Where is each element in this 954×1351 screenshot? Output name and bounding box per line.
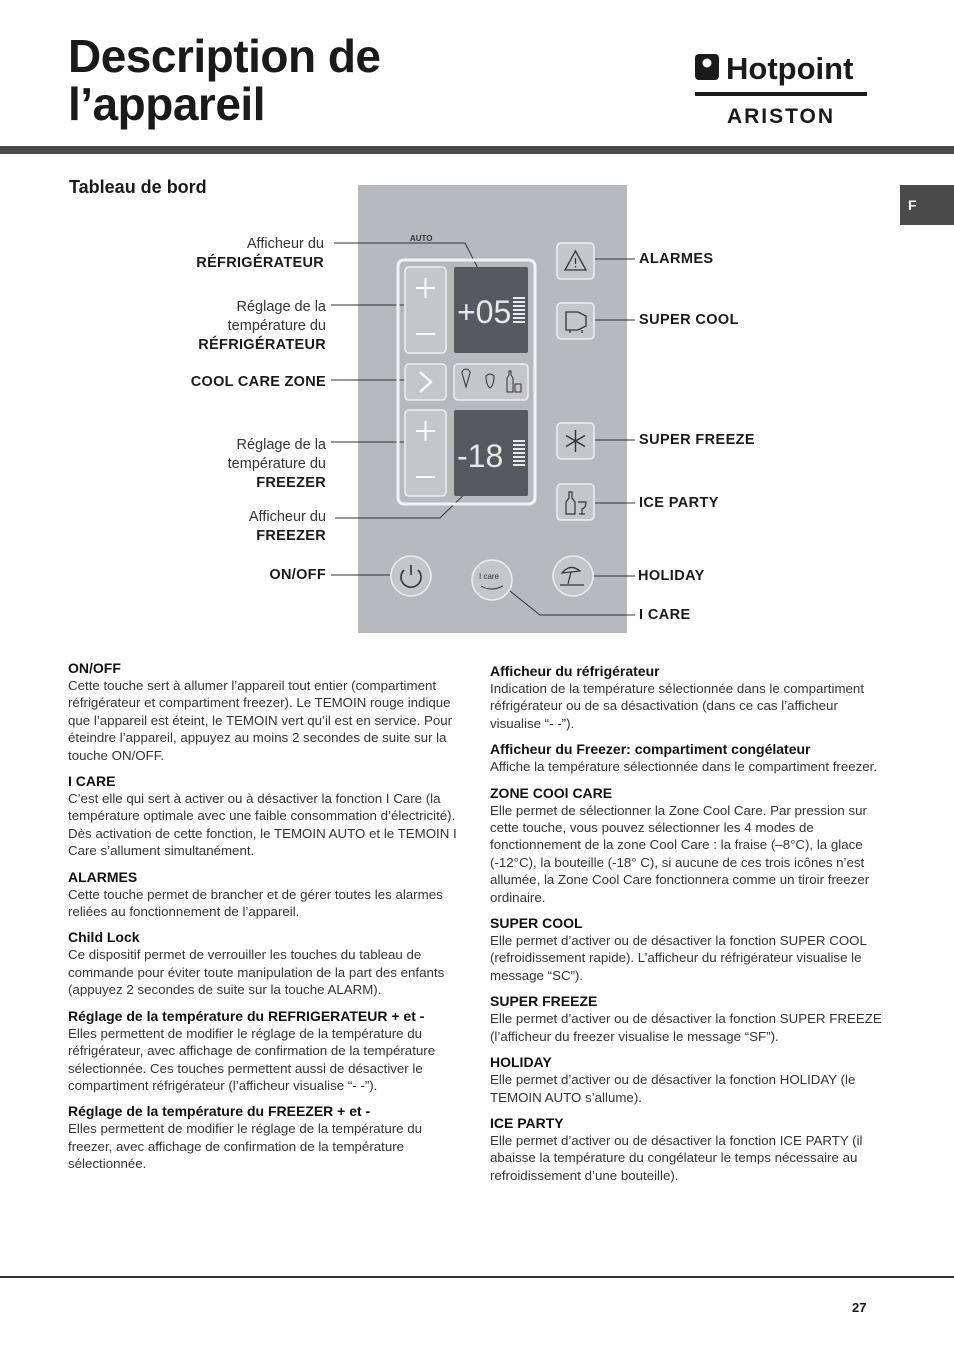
callout-text: température du	[227, 318, 326, 334]
description-column-right	[490, 663, 885, 1193]
section-icare	[68, 773, 463, 860]
section-text: Elle permet d’activer ou de désactiver la fonction SUPER COOL (refroidissement rapide). L’afficheur du réfrigérateur visualise le message “SC”).	[490, 933, 867, 983]
section-title: Afficheur du Freezer: compartiment congélateur	[490, 741, 811, 758]
section-title: Child Lock	[68, 929, 140, 946]
section-title: Réglage de la température du FREEZER + et -	[68, 1103, 371, 1120]
auto-indicator-label: AUTO	[410, 234, 433, 243]
callout-ice-party: ICE PARTY	[639, 495, 719, 511]
section-alarmes	[68, 869, 463, 921]
section-title: HOLIDAY	[490, 1054, 552, 1071]
section-text: Cette touche sert à allumer l’appareil tout entier (compartiment réfrigérateur et compartiment freezer). Le TEMOIN rouge indique que l’appareil est éteint, le TEMOIN vert qu’il est en service. Pour éteindre l’appareil, appuyez au moins 2 secondes de suite sur la touche ON/OFF.	[68, 678, 453, 763]
onoff-button[interactable]	[391, 556, 431, 596]
section-child-lock	[68, 929, 463, 998]
callout-text: température du	[227, 456, 326, 472]
brand-subname: ARISTON	[726, 105, 836, 127]
section-freezer-temp	[68, 1103, 463, 1172]
super-cool-button[interactable]	[557, 303, 594, 339]
page-number: 27	[852, 1300, 867, 1315]
callout-alarmes: ALARMES	[639, 251, 714, 267]
control-panel-diagram	[0, 0, 954, 640]
section-title: Réglage de la température du REFRIGERATEUR + et -	[68, 1007, 425, 1024]
callout-freezer-display	[249, 508, 326, 546]
cool-care-mode-indicators	[454, 364, 528, 400]
icare-button-label: I care	[479, 572, 500, 581]
section-freezer-display	[490, 741, 885, 775]
callout-onoff	[269, 566, 326, 585]
callout-fridge-display	[196, 235, 324, 273]
callout-fridge-temp	[198, 298, 326, 355]
section-text: Elle permet d’activer ou de désactiver la fonction SUPER FREEZE (l’afficheur du freezer visualise le message “SF”).	[490, 1011, 882, 1044]
alarms-button[interactable]	[557, 243, 594, 279]
section-fridge-temp	[68, 1008, 463, 1095]
ice-party-button[interactable]	[557, 484, 594, 520]
section-text: Elle permet d’activer ou de désactiver la fonction HOLIDAY (le TEMOIN AUTO s’allume).	[490, 1072, 856, 1105]
callout-text: Afficheur du	[246, 236, 324, 252]
section-title: ON/OFF	[68, 660, 121, 676]
section-text: Ce dispositif permet de verrouiller les touches du tableau de commande pour éviter toute manipulation de la part des enfants (appuyez 2 secondes de suite sur la touche ALARM).	[68, 947, 445, 998]
section-text: Indication de la température sélectionnée dans le compartiment réfrigérateur ou de sa désactivation (dans ce cas l’afficheur visualise “- -”).	[490, 681, 865, 731]
footer-divider	[0, 1276, 954, 1278]
section-fridge-display	[490, 663, 885, 732]
callout-text: Réglage de la	[236, 299, 326, 315]
section-text: Elles permettent de modifier le réglage de la température du freezer, avec affichage de confirmation de la température sélectionnée.	[68, 1121, 423, 1172]
super-freeze-button[interactable]	[557, 423, 594, 459]
section-subheading: Tableau de bord	[69, 177, 207, 197]
callout-super-freeze: SUPER FREEZE	[639, 432, 755, 448]
callout-super-cool: SUPER COOL	[639, 312, 739, 328]
icare-button[interactable]	[472, 560, 512, 600]
section-text: Cette touche permet de brancher et de gérer toutes les alarmes reliées au fonctionnement de l’appareil.	[68, 886, 443, 920]
brand-name: Hotpoint	[726, 52, 854, 86]
section-title: ZONE COOl CARE	[490, 784, 613, 801]
callout-freezer-temp	[228, 436, 326, 493]
section-super-cool	[490, 915, 885, 984]
section-title: I CARE	[68, 773, 116, 790]
callout-bold: FREEZER	[256, 528, 326, 544]
section-text: C’est elle qui sert à activer ou à désactiver la fonction I Care (la température optimale avec une faible consommation d’électricité). Dès activation de cette fonction, le TEMOIN AUTO et le TEMOIN I Care s’allument simultanément.	[68, 791, 457, 859]
page-title-line1: Description de	[68, 30, 381, 82]
section-text: Elle permet d’activer ou de désactiver la fonction ICE PARTY (il abaisse la température du congélateur le temps nécessaire au refroidissement d’une bouteille).	[490, 1132, 863, 1183]
section-onoff	[68, 660, 463, 764]
section-super-freeze	[490, 993, 885, 1045]
callout-bold: RÉFRIGÉRATEUR	[198, 337, 326, 353]
page-title-line2: l’appareil	[68, 78, 265, 130]
section-tab: F	[900, 185, 954, 225]
callout-text: Afficheur du	[248, 509, 326, 525]
section-cool-care-zone	[490, 785, 885, 906]
callout-icare: I CARE	[639, 607, 691, 623]
callout-bold: ON/OFF	[269, 567, 326, 583]
callout-text: Réglage de la	[236, 437, 326, 453]
description-column-left	[68, 660, 463, 1182]
fridge-display-value: +05	[457, 294, 512, 330]
section-title: ALARMES	[68, 868, 138, 885]
freezer-display-value: -18	[457, 438, 504, 474]
section-ice-party	[490, 1115, 885, 1184]
fridge-display	[454, 267, 528, 353]
section-holiday	[490, 1054, 885, 1106]
freezer-temp-stepper[interactable]	[405, 410, 446, 496]
callout-cool-care-zone	[191, 373, 326, 392]
freezer-display	[454, 410, 528, 496]
section-title: ICE PARTY	[490, 1114, 564, 1131]
callout-bold: RÉFRIGÉRATEUR	[196, 255, 324, 271]
section-text: Affiche la température sélectionnée dans le compartiment freezer.	[490, 759, 878, 775]
fridge-temp-stepper[interactable]	[405, 267, 446, 353]
callout-bold: COOL CARE ZONE	[190, 374, 326, 390]
section-title: SUPER FREEZE	[490, 993, 598, 1010]
callout-bold: FREEZER	[256, 475, 326, 491]
section-title: Afficheur du réfrigérateur	[490, 663, 660, 679]
section-text: Elles permettent de modifier le réglage de la température du réfrigérateur, avec affichage de confirmation de la température sélectionnée. Ces touches permettent aussi de désactiver le compartiment réfrigérateur (l’afficheur visualise “- -”).	[68, 1025, 436, 1093]
section-title: SUPER COOL	[490, 915, 583, 932]
cool-care-zone-button[interactable]	[405, 364, 446, 400]
section-text: Elle permet de sélectionner la Zone Cool Care. Par pression sur cette touche, vous pouvez sélectionner les 4 modes de fonctionnement de la zone Cool Care : la fraise (–8°C), la glace (-12°C), la bouteille (-18° C), si aucune de ces trois icônes n’est allumée, la Zone Cool Care fonctionnera comme un tiroir freezer ordinaire.	[490, 802, 870, 905]
holiday-button[interactable]	[553, 556, 593, 596]
callout-holiday: HOLIDAY	[638, 568, 705, 584]
